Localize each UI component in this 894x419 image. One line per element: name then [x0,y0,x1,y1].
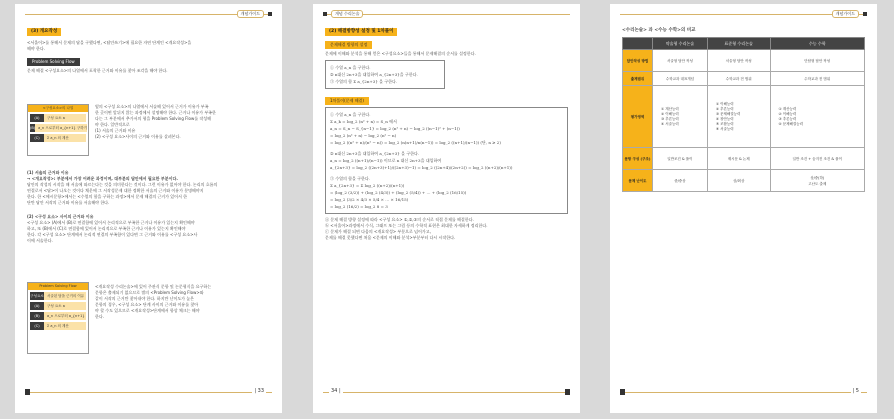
col-header: 표준형 수리논술 [707,38,770,50]
table-cell: 중/중상 [653,170,708,192]
math-line: = log_2 (16/2) = log_2 8 = 3 [330,204,388,209]
sub2-line: 이에 서술한다. [27,238,53,243]
math-line: a_n = log_2 ((n+1)/(n−1)) 이므로 n 대신 2n+3을 대입하여 [330,158,442,163]
page-footer [620,389,867,397]
note: 문제를 해결 못했다면 처음 <문제의 이해와 분석>부분부터 다시 시작한다. [325,235,456,240]
flow2-text: 문항의 경우, <구성 요소> 단계 사이의 근거와 이유를 찾아 [95,302,199,307]
page-footer [323,389,570,397]
flow-row: (C) Σ a_n 의 계산 [30,322,86,330]
page-footer [25,389,272,397]
col-header [623,38,653,50]
table-cell: ① 계산능력 ② 이해능력 ③ 추론능력 ④ 문제해결능력 [770,86,864,148]
flow1-text: (2) <구성 요소>사이의 근거와 이유를 살펴본다. [95,134,181,139]
first-solve-box: 1차풀이(문제 해결) [325,97,369,105]
sub1-title: (1) 서술의 근거와 이유 [27,170,69,175]
flow-row: (A) 구성 요소 a [30,302,86,310]
table-cell: ① 계산능력 ② 이해능력 ③ 추론능력 ④ 서술능력 [653,86,708,148]
flow-row: (A) 구성 요소 a [30,114,86,122]
page-right [610,4,877,413]
comparison-table [622,37,865,192]
math-line: ② n대신 2n+3을 대입하여 a_{2n+3} 을 구한다. [330,151,420,156]
table-cell: 서술형 답안 작성 [707,50,770,72]
table-cell: 수학교과 전 범위 [707,72,770,86]
math-line: ③ 수열의 합을 구한다. [330,176,370,181]
math-line: = log_2 ((n² + n)/(n² − n)) = log_2 (n(n+1)/n(n−1)) = log_2 ((n+1)/(n−1)) (단, n ≥ 2) [330,140,501,145]
flow-row: (C) Σ a_n 의 계산 [30,134,86,142]
math-line: = log_2 (n² + n) − log_2 (n² − n) [330,133,397,138]
sub1-head: → <개요작성>: 부분에서 가장 어려운 과정이며, 대부분의 답안에서 필요한 부분이다. [27,176,178,181]
steps-box [325,60,445,89]
page-number: | 5 [852,388,859,394]
intro-line: <서울어>를 통해서 문제의 답을 구했다면, <답안쓰기>에 필요한 자연 단계인 <개요작성>을 [27,40,192,45]
row-label: 문항 구성 (구조) [623,148,653,170]
page-number: | 33 [254,388,264,394]
flow1-text: 한 곳이면 앞뒤지 않는 과정에서 설명해야 한다. 근거나 이유가 부족한 [95,110,216,115]
row-label: 출제범위 [623,72,653,86]
math-line: a_n = S_n − S_{n−1} = log_2 (n² + n) − log_2 ((n−1)² + (n−1)) [330,126,460,131]
table-cell: 일반 조건 + 숨겨진 조건 & 풀이 [770,148,864,170]
solution-box [325,107,568,214]
page-header [25,10,272,20]
intro: 문제에 이해와 분석을 통해 얻은 <구성요소>들을 통해서 문제해결의 순서를 설정한다. [325,51,476,56]
flow1-text: 야 한다. 일반적으로 [95,122,130,127]
flow-row: 구성요소 서술된 답을 근거의 이유 [30,294,85,298]
flow2-text: 문항은 출제되기 없으므로 별의 <Problem Solving Flow>와 [95,290,204,295]
flow-head: Problem Solving Flow [28,283,88,290]
header-tag: 개념 수리논술 [331,10,363,18]
table-cell: ① 이해능력 ② 추론능력 ③ 문제해결능력 ④ 창안능력 ⑤ 조합능력 ⑥ 서술능력 [707,86,770,148]
flow-row: (B) a_n 으로부터 a_{n+1} 구하기 [30,126,87,130]
flow-head: <구성요소>의 나열 [28,105,88,112]
sub2-line: 한다. 각 <구성 요소> 단계에서 논리적 연결의 부족함이 있다면 그 근거와 이유를 <구성 요소>사 [27,232,198,237]
flow1-text: 다는 그 부분에서 추가서의 형을 Problem Solving Flow를 작성해 [95,116,211,121]
table-cell: 서술형 답안 작성 [653,50,708,72]
table-cell: 수학교과 대표개념 [653,72,708,86]
table-cell: 단답형 답안 작성 [770,50,864,72]
page-header [620,10,867,20]
row-label: 평가영역 [623,86,653,148]
page-number: 34 | [331,388,341,394]
flow-chart-1 [27,104,89,156]
table-cell: 상/최상 [707,170,770,192]
sub1-line: 연결로서 <답>이 나오는 것이다 채운에 그 서작성문제 대한 정확한 서술의 근거와 이유가 분명해야지 [27,188,204,193]
problem-desc: 문제 해결 <구성요소>의 나열에서 포착한 근거와 이유를 찾아 조각을 해야 한다. [27,68,168,73]
step: ③ 수열의 합 Σ a_{2n+3} 을 구한다. [330,79,398,84]
row-label: 문제 난이도 [623,170,653,192]
sub2-line: 하고, 또 (B)에서 (C)로 연결함에 있어서 논리적으로 부족한 근거나 이유가 있는지 확인해야 [27,226,186,231]
math-line: Σ a_{2n+3} = Σ log_2 ((n+2)/(n+1)) [330,183,405,188]
sub-box: 문제해결 방향의 설정 [325,41,372,49]
row-label: 답안작성 방법 [623,50,653,72]
flow2-text: 한다. [95,314,104,319]
sub1-line: 한다. 한 <에시문항>에서는 <수열의 합을 구하는 과정>에서 문제 해결의 근거가 있어서 한 [27,194,188,199]
section-title: (3) 개요작성 [27,28,61,36]
header-tag: 개념가이드 [237,10,264,18]
sub1-line: 답안의 작성의 시작을 때 서술에 따르는다는 것을 의미한다는 것이다. 그런 이유가 없어야 한다. 논리의 흐름의 [27,182,218,187]
flow1-text: 옆의 <구성 요소>의 나열에서 서술해 있어서 근거가 이유가 부족 [95,104,209,109]
math-line: Σ a_k = log_2 (n² + n) = S_n 에서 [330,119,397,124]
intro-line: 해야 한다. [27,46,45,51]
table-cell: 상/중(하) 고난도 출제 [770,170,864,192]
sub1-line: 단만 답안 서작의 근거와 이유를 서술해야 한다. [27,200,110,205]
col-header: 약술형 수리논술 [653,38,708,50]
table-cell: 수학교과 전 범위 [770,72,864,86]
flow-chart-2 [27,282,89,354]
math-line: = (log_2 (3/2)) + (log_2 (4/3)) + (log_2 (5/4)) + … + (log_2 (16/15)) [330,190,467,195]
table-title: <수리논술> 과 <수능 수학>의 비교 [622,28,696,33]
note: ⓐ 문제 해결 방향 설정에 따라 <구성 요소> ①,②,③의 순서로 직접 문제를 해결한다. [325,217,474,222]
flow1-text: (1) 서술의 근거와 이유 [95,128,136,133]
flow2-text: 야 할 수도 있으므로 <개요작성>단계에서 항상 체크는 해야 [95,308,200,313]
step: ① 수열 a_n 을 구한다. [330,65,371,70]
sub2-line: <구성 요소> (A)에서 (B)로 연결함에 있어서 논리적으로 부족한 근거나 이유가 있는지 확인해야 [27,220,195,225]
table-cell: 제시문 & 논제 [707,148,770,170]
math-line: ① 수열 a_n 을 구한다. [330,112,371,117]
problem-label: Problem Solving Flow [27,58,80,66]
math-line: a_{2n+3} = log_2 ((2n+3)+1)/((2n+3)−1) = log_2 ((2n+4)/(2n+2)) = log_2 ((n+2)/(n+1)) [330,165,513,170]
table-cell: 일반조건 & 풀이 [653,148,708,170]
note: ⓒ 문제가 해결 되면 다음의 <개요작성> 부분으로 넘어가고, [325,229,431,234]
flow-row: (B) a_n 으로부터 a_{n+1} [30,312,86,320]
page-middle [313,4,580,413]
step: ② n대신 2n+3을 대입하여 a_{2n+3}을 구한다. [330,72,418,77]
page-header [323,10,570,20]
math-line: = log_2 (3/2 × 4/3 × 5/4 × … × 16/15) [330,197,409,202]
flow2-text: <개요작성 수리논술>에 있어 주관식 문항 및 논문형식을 요구하는 [95,284,212,289]
note: ⓑ <서울어>과정에서 수식, 그래프 또는 그림 등의 수학적 표현은 최대한 자세하게 정리한다. [325,223,488,228]
page-left [15,4,282,413]
col-header: 수능 수학 [770,38,864,50]
sub2-title: (2) <구성 요소> 사이의 근거와 이유 [27,214,94,219]
flow2-text: 같이 서작의 근거만 찾아내야 한다. 하지만 난이도가 높은 [95,296,195,301]
section-title: (2) 해결방향성 설정 및 1차풀이 [325,28,397,36]
header-tag: 개념가이드 [832,10,859,18]
